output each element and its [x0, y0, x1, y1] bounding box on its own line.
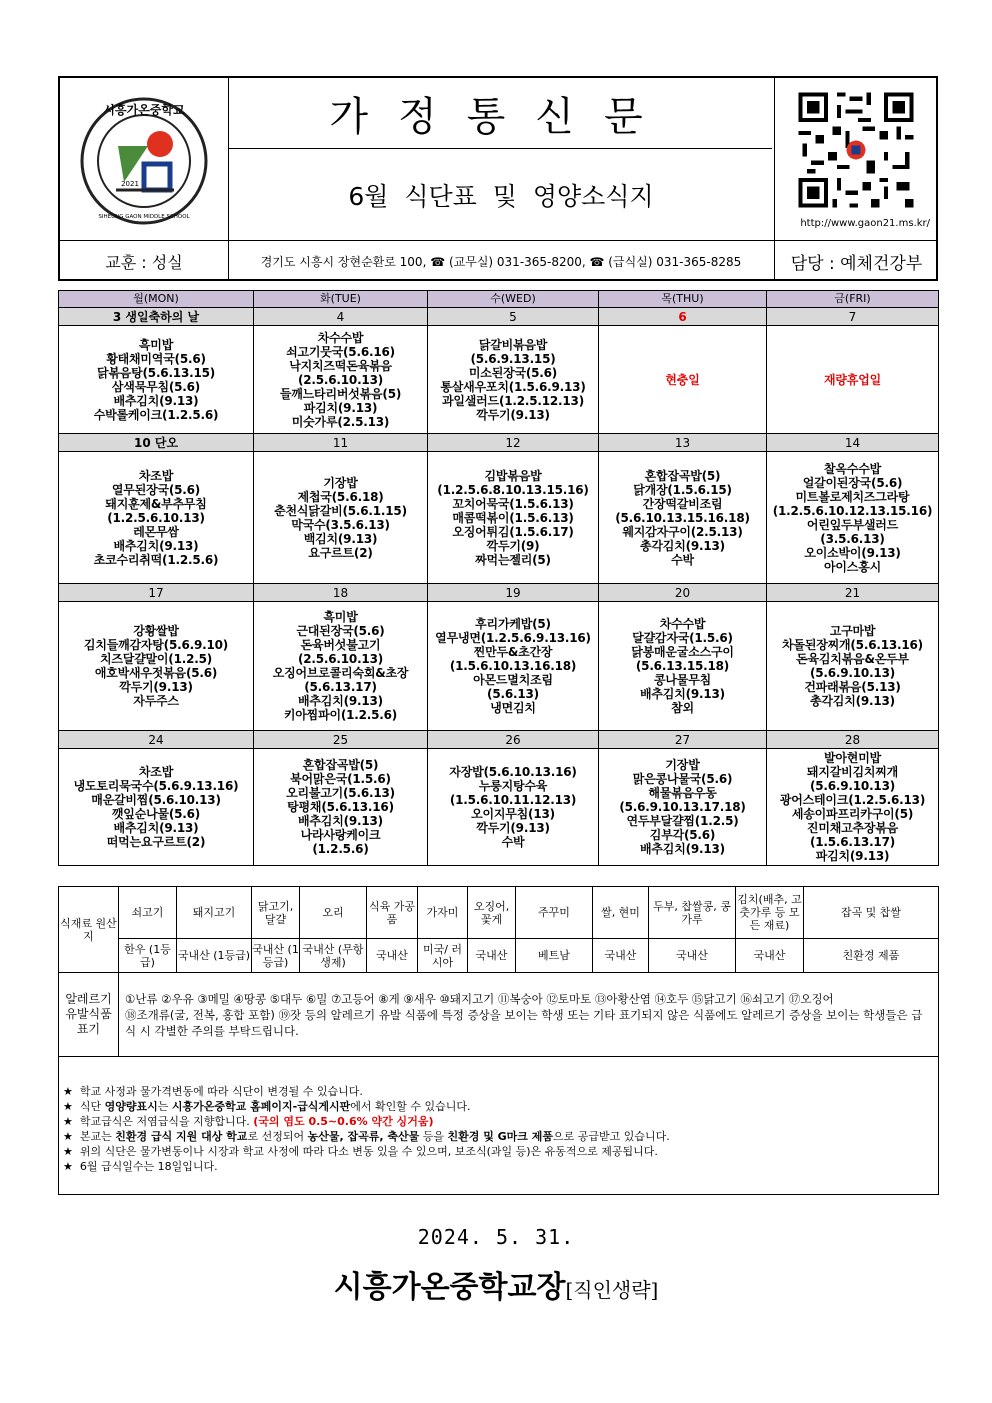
- date-row: [59, 584, 939, 602]
- menu-item: 열무된장국(5.6): [111, 482, 201, 497]
- menu-item: 김밥볶음밥: [484, 468, 542, 483]
- menu-item: 돼지훈제&부추무침: [105, 496, 207, 511]
- menu-item: 돈육버섯불고기: [300, 638, 381, 652]
- origin-value: 국내산: [593, 939, 649, 973]
- menu-item: (5.6.9.10.13.17.18): [619, 800, 746, 814]
- menu-item: 총각김치(9.13): [640, 538, 725, 553]
- origin-item: 김치(배추, 고춧가루 등 모든 재료): [736, 887, 804, 939]
- menu-item: 맑은콩나물국(5.6): [632, 772, 733, 786]
- menu-item: 열무냉면(1.2.5.6.9.13.16): [435, 631, 591, 645]
- header-box: [58, 76, 938, 281]
- menu-item: 배추김치(9.13): [113, 393, 199, 408]
- date-cell: 7: [767, 308, 939, 326]
- menu-item: 짜먹는젤리(5): [475, 552, 551, 567]
- menu-item: 해물볶음우동: [648, 786, 717, 800]
- origin-value: 국내산: [736, 939, 804, 973]
- menu-item: 닭개장(1.5.6.15): [633, 482, 732, 497]
- weekday-label: 수(WED): [428, 291, 599, 308]
- menu-item: 막국수(3.5.6.13): [291, 517, 390, 532]
- origin-item: 두부, 찹쌀콩, 콩가루: [649, 887, 736, 939]
- menu-item: 깍두기(9): [486, 538, 540, 553]
- menu-item: 수박롤케이크(1.2.5.6): [93, 407, 219, 422]
- origin-value: 국내산 (무항생제): [300, 939, 367, 973]
- principal-signature: 시흥가온중학교장[직인생략]: [333, 1270, 659, 1305]
- menu-item: 광어스테이크(1.2.5.6.13): [779, 793, 926, 807]
- menu-item: 배추김치(9.13): [113, 821, 199, 835]
- menu-item: (1.5.6.13.17): [809, 835, 896, 849]
- note-item: ★ 위의 식단은 물가변동이나 시장과 학교 사정에 따라 다소 변동 있을 수 있으며, 보조식(과일 등)은 유동적으로 제공됩니다.: [63, 1144, 658, 1158]
- menu-item: (5.6.13): [487, 687, 539, 701]
- meal-cell: [767, 452, 939, 584]
- meal-cell: [59, 326, 254, 434]
- weekday-header-row: [59, 291, 939, 308]
- menu-item: 백김치(9.13): [303, 531, 378, 546]
- date-cell: 25: [254, 731, 428, 749]
- menu-item: 매운갈비찜(5.6.10.13): [91, 793, 221, 807]
- meal-cell: [428, 326, 599, 434]
- menu-item: 배추김치(9.13): [640, 687, 725, 701]
- origin-allergy-table: [58, 886, 939, 1195]
- menu-item: 오이소박이(9.13): [804, 545, 901, 560]
- menu-item: 진미채고추장볶음: [806, 821, 899, 835]
- menu-item: 참외: [671, 701, 694, 715]
- origin-value: 국내산 (1등급): [177, 939, 252, 973]
- meal-row: [59, 602, 939, 731]
- menu-item: 쇠고기뭇국(5.6.16): [286, 344, 395, 359]
- holiday-date-cell: 6: [599, 308, 767, 326]
- weekday-label: 월(MON): [59, 291, 254, 308]
- menu-item: 제첩국(5.6.18): [297, 489, 384, 504]
- date-cell: 13: [599, 434, 767, 452]
- menu-item: 배추김치(9.13): [298, 814, 383, 828]
- menu-item: 미숫가루(2.5.13): [291, 414, 390, 429]
- date-cell: 4: [254, 308, 428, 326]
- menu-item: 발아현미밥: [824, 751, 881, 765]
- meal-cell: [428, 452, 599, 584]
- page-subtitle: 6월 식단표 및 영양소식지: [348, 182, 654, 211]
- date-cell: 20: [599, 584, 767, 602]
- menu-item: (1.2.5.6.8.10.13.15.16): [437, 482, 589, 497]
- meal-cell: [767, 749, 939, 866]
- menu-item: 기장밥: [665, 758, 700, 772]
- menu-item: 나라사랑케이크: [300, 828, 381, 842]
- menu-item: 들깨느타리버섯볶음(5): [279, 386, 402, 401]
- menu-item: 수박: [501, 835, 525, 849]
- date-cell: 17: [59, 584, 254, 602]
- menu-item: 웨지감자구이(2.5.13): [622, 524, 743, 539]
- origin-value: 국내산: [468, 939, 516, 973]
- menu-item: (1.2.5.6.10.13): [107, 510, 205, 525]
- menu-item: (1.2.5.6): [312, 842, 369, 856]
- date-cell: 18: [254, 584, 428, 602]
- meal-calendar: [58, 290, 939, 866]
- menu-item: 꼬치어묵국(1.5.6.13): [452, 496, 574, 511]
- meal-cell: [59, 602, 254, 731]
- menu-item: (5.6.9.13.15): [470, 351, 556, 366]
- origin-value: 국내산: [367, 939, 418, 973]
- menu-item: 세송이파프리카구이(5): [791, 807, 914, 821]
- weekday-label: 화(TUE): [254, 291, 428, 308]
- date-row: [59, 434, 939, 452]
- menu-item: 레몬무쌈: [133, 524, 179, 539]
- menu-item: (5.6.13.17): [304, 680, 377, 694]
- meal-cell: [767, 602, 939, 731]
- menu-item: 배추김치(9.13): [298, 694, 383, 708]
- origin-item: 가자미: [418, 887, 468, 939]
- meal-row: [59, 326, 939, 434]
- menu-item: 수박: [671, 552, 694, 567]
- menu-item: 파김치(9.13): [815, 849, 890, 863]
- date-cell: 28: [767, 731, 939, 749]
- menu-item: (1.2.5.6.10.12.13.15.16): [772, 503, 933, 518]
- menu-item: 탕평채(5.6.13.16): [287, 800, 394, 814]
- menu-item: (5.6.10.13.15.16.18): [615, 510, 750, 525]
- menu-item: 깻잎순나물(5.6): [111, 807, 201, 821]
- menu-item: 파김치(9.13): [303, 400, 378, 415]
- origin-value: 베트남: [516, 939, 593, 973]
- menu-item: 찐만두&초간장: [473, 645, 553, 659]
- menu-item: 건파래볶음(5.13): [804, 680, 901, 694]
- menu-item: 연두부달걀찜(1.2.5): [626, 814, 739, 828]
- origin-item: 식육 가공품: [367, 887, 418, 939]
- menu-item: 애호박새우젓볶음(5.6): [94, 666, 218, 680]
- menu-item: 냉도토리묵국수(5.6.9.13.16): [73, 779, 239, 793]
- menu-item: 깍두기(9.13): [476, 407, 550, 422]
- meal-cell: [254, 452, 428, 584]
- issue-date: 2024. 5. 31.: [417, 1225, 575, 1249]
- date-cell: 12: [428, 434, 599, 452]
- note-item: ★ 6월 급식일수는 18일입니다.: [63, 1159, 218, 1173]
- origin-value: 국내산: [649, 939, 736, 973]
- origin-value: 친환경 제품: [804, 939, 939, 973]
- menu-item: 차수수밥: [317, 330, 364, 345]
- meal-cell: [599, 602, 767, 731]
- department-in-charge: 담당 : 예체건강부: [790, 253, 923, 274]
- note-item: ★ 본교는 친환경 급식 지원 대상 학교로 선정되어 농산물, 잡곡류, 축산물 등을 친환경 및 G마크 제품으로 공급받고 있습니다.: [63, 1129, 670, 1143]
- notes-row: [59, 1057, 939, 1195]
- note-item: ★ 학교급식은 저염급식을 지향합니다. (국의 염도 0.5~0.6% 약간 싱거움): [63, 1114, 434, 1128]
- menu-item: 깍두기(9.13): [119, 680, 193, 694]
- school-motto: 교훈 : 성실: [105, 252, 183, 272]
- date-cell: 21: [767, 584, 939, 602]
- menu-item: 배추김치(9.13): [113, 538, 199, 553]
- menu-item: 오징어튀김(1.5.6.17): [452, 524, 574, 539]
- logo-year: 2021: [121, 180, 139, 188]
- menu-item: 오징어브로콜리숙회&초장: [272, 666, 409, 680]
- menu-item: 치즈달걀말이(1.2.5): [99, 652, 213, 666]
- menu-item: 강황쌀밥: [133, 624, 179, 638]
- meal-cell: [59, 749, 254, 866]
- menu-item: 아이스홍시: [824, 559, 881, 574]
- menu-item: 삼색묵무침(5.6): [111, 379, 201, 394]
- school-url[interactable]: http://www.gaon21.ms.kr/: [800, 218, 930, 229]
- menu-item: (5.6.9.10.13): [809, 779, 896, 793]
- meal-cell: [254, 326, 428, 434]
- menu-item: 낙지치즈떡돈육볶음: [289, 358, 392, 373]
- allergy-text: [119, 973, 939, 1057]
- date-cell: 11: [254, 434, 428, 452]
- allergy-notice: ⑱조개류(굴, 전복, 홍합 포함) ⑲잣 등의 알레르기 유발 식품에 특정 증상을 보이는 학생 또는 기타 표기되지 않은 식품에도 알레르기 증상을 보이는 학생들은 급식 시 각별한 주의를 부탁드립니다.: [125, 1007, 923, 1038]
- origin-item: 오리: [300, 887, 367, 939]
- menu-item: 차조밥: [138, 468, 174, 483]
- menu-item: 배추김치(9.13): [640, 842, 725, 856]
- date-row: [59, 308, 939, 326]
- origin-value: 한우 (1등급): [119, 939, 177, 973]
- menu-item: 찰옥수수밥: [824, 461, 881, 476]
- menu-item: 매콤떡볶이(1.5.6.13): [452, 510, 574, 525]
- logo-name: 시흥가온중학교: [103, 103, 185, 117]
- logo-english: SIHEUNG GAON MIDDLE SCHOOL: [98, 214, 190, 220]
- meal-cell: [428, 749, 599, 866]
- menu-item: 콩나물무침: [654, 673, 711, 687]
- menu-item: 흑미밥: [323, 610, 358, 624]
- menu-item: (1.5.6.10.11.12.13): [449, 793, 577, 807]
- allergy-list: ①난류 ②우유 ③메밀 ④땅콩 ⑤대두 ⑥밀 ⑦고등어 ⑧게 ⑨새우 ⑩돼지고기 ⑪복숭아 ⑫토마토 ⑬아황산염 ⑭호두 ⑮닭고기 ⑯쇠고기 ⑰오징어: [125, 991, 834, 1006]
- menu-item: 자장밥(5.6.10.13.16): [449, 765, 577, 779]
- origin-item: 돼지고기: [177, 887, 252, 939]
- menu-item: 황태채미역국(5.6): [106, 351, 206, 366]
- date-cell: 19: [428, 584, 599, 602]
- menu-item: 춘천식닭갈비(5.6.1.15): [274, 503, 407, 518]
- menu-item: 북어맑은국(1.5.6): [290, 772, 391, 786]
- meal-row: [59, 749, 939, 866]
- menu-item: 김치들깨감자탕(5.6.9.10): [83, 638, 229, 652]
- origin-item: 오징어, 꽃게: [468, 887, 516, 939]
- menu-item: 미트볼로제치즈그라탕: [795, 489, 910, 504]
- date-cell: 10 단오: [59, 434, 254, 452]
- menu-item: 혼합잡곡밥(5): [302, 758, 379, 772]
- menu-item: 김부각(5.6): [649, 828, 716, 842]
- origin-value: 미국/ 러시아: [418, 939, 468, 973]
- origin-label: 식재료 원산지: [59, 887, 119, 973]
- meal-cell: [599, 452, 767, 584]
- menu-item: 혼합잡곡밥(5): [644, 468, 721, 483]
- menu-item: 요구르트(2): [308, 545, 373, 560]
- menu-item: 돈육김치볶음&온두부: [796, 652, 909, 666]
- origin-items-row: [59, 887, 939, 939]
- menu-item: 차돌된장찌개(5.6.13.16): [782, 638, 923, 652]
- menu-item: 오리불고기(5.6.13): [286, 786, 395, 800]
- meal-cell: [599, 749, 767, 866]
- menu-item: 총각김치(9.13): [810, 694, 895, 708]
- origin-item: 닭고기, 달걀: [252, 887, 300, 939]
- origin-item: 주꾸미: [516, 887, 593, 939]
- school-logo: [78, 86, 210, 236]
- menu-item: 오이지무침(13): [471, 807, 555, 821]
- menu-item: 고구마밥: [829, 624, 876, 638]
- menu-item: 닭볶음탕(5.6.13.15): [96, 365, 216, 380]
- holiday-cell: [767, 326, 939, 434]
- menu-item: 돼지갈비김치찌개: [806, 765, 899, 779]
- weekday-label: 목(THU): [599, 291, 767, 308]
- origin-item: 쌀, 현미: [593, 887, 649, 939]
- menu-item: 키아찜파이(1.2.5.6): [283, 708, 398, 722]
- weekday-label: 금(FRI): [767, 291, 939, 308]
- holiday-cell: [599, 326, 767, 434]
- date-row: [59, 731, 939, 749]
- date-cell: 24: [59, 731, 254, 749]
- note-item: ★ 학교 사정과 물가격변동에 따라 식단이 변경될 수 있습니다.: [63, 1084, 363, 1098]
- menu-item: 흑미밥: [138, 337, 174, 352]
- menu-item: (5.6.9.10.13): [809, 666, 896, 680]
- menu-item: 초코수리취떡(1.2.5.6): [93, 552, 219, 567]
- meal-cell: [428, 602, 599, 731]
- page-title: 가정통신문: [329, 93, 673, 140]
- menu-item: 달걀감자국(1.5.6): [632, 631, 733, 645]
- menu-item: 재량휴업일: [824, 372, 881, 387]
- menu-item: 닭갈비볶음밥: [478, 337, 548, 352]
- origin-item: 잡곡 및 찹쌀: [804, 887, 939, 939]
- menu-item: 닭봉매운굴소스구이: [631, 645, 734, 659]
- meal-cell: [254, 602, 428, 731]
- menu-item: 현충일: [665, 372, 700, 387]
- date-cell: 5: [428, 308, 599, 326]
- qr-code[interactable]: [794, 86, 918, 214]
- allergy-label: 알레르기 유발식품 표기: [59, 973, 119, 1057]
- allergy-row: [59, 973, 939, 1057]
- menu-item: (1.5.6.10.13.16.18): [449, 659, 577, 673]
- note-item: ★ 식단 영양량표시는 시흥가온중학교 홈페이지-급식게시판에서 확인할 수 있습니다.: [63, 1099, 471, 1113]
- date-cell: 27: [599, 731, 767, 749]
- menu-item: (5.6.13.15.18): [635, 659, 730, 673]
- menu-item: 통살새우포치(1.5.6.9.13): [440, 379, 586, 394]
- menu-item: 차수수밥: [659, 617, 706, 631]
- origin-item: 쇠고기: [119, 887, 177, 939]
- date-cell: 3 생일축하의 날: [59, 308, 254, 326]
- menu-item: 아몬드멸치조림: [473, 673, 553, 687]
- menu-item: (3.5.6.13): [820, 531, 885, 546]
- menu-item: 기장밥: [323, 475, 358, 490]
- meal-row: [59, 452, 939, 584]
- menu-item: 자두주스: [133, 694, 179, 708]
- origin-values-row: [59, 939, 939, 973]
- date-cell: 14: [767, 434, 939, 452]
- menu-item: 차조밥: [138, 765, 174, 779]
- meal-cell: [254, 749, 428, 866]
- origin-value: 국내산 (1등급): [252, 939, 300, 973]
- menu-item: 깍두기(9.13): [476, 821, 550, 835]
- menu-item: 얼갈이된장국(5.6): [802, 475, 903, 490]
- date-cell: 26: [428, 731, 599, 749]
- seal-omitted: [직인생략]: [565, 1278, 659, 1302]
- menu-item: 간장떡갈비조림: [642, 496, 723, 511]
- menu-item: (2.5.6.10.13): [297, 372, 384, 387]
- notes-box: [59, 1057, 939, 1195]
- menu-item: 근대된장국(5.6): [296, 624, 385, 638]
- menu-item: 떠먹는요구르트(2): [106, 835, 206, 849]
- menu-item: 미소된장국(5.6): [468, 365, 558, 380]
- menu-item: 후리가케밥(5): [475, 617, 551, 631]
- meal-cell: [59, 452, 254, 584]
- menu-item: 어린잎두부샐러드: [806, 517, 899, 532]
- menu-item: (2.5.6.10.13): [297, 652, 384, 666]
- menu-item: 과일샐러드(1.2.5.12.13): [441, 393, 584, 408]
- menu-item: 냉면김치: [490, 701, 536, 715]
- school-address: 경기도 시흥시 장현순환로 100, ☎ (교무실) 031-365-8200, ☎ (급식실) 031-365-8285: [260, 254, 742, 269]
- menu-item: 누룽지탕수육: [478, 779, 548, 793]
